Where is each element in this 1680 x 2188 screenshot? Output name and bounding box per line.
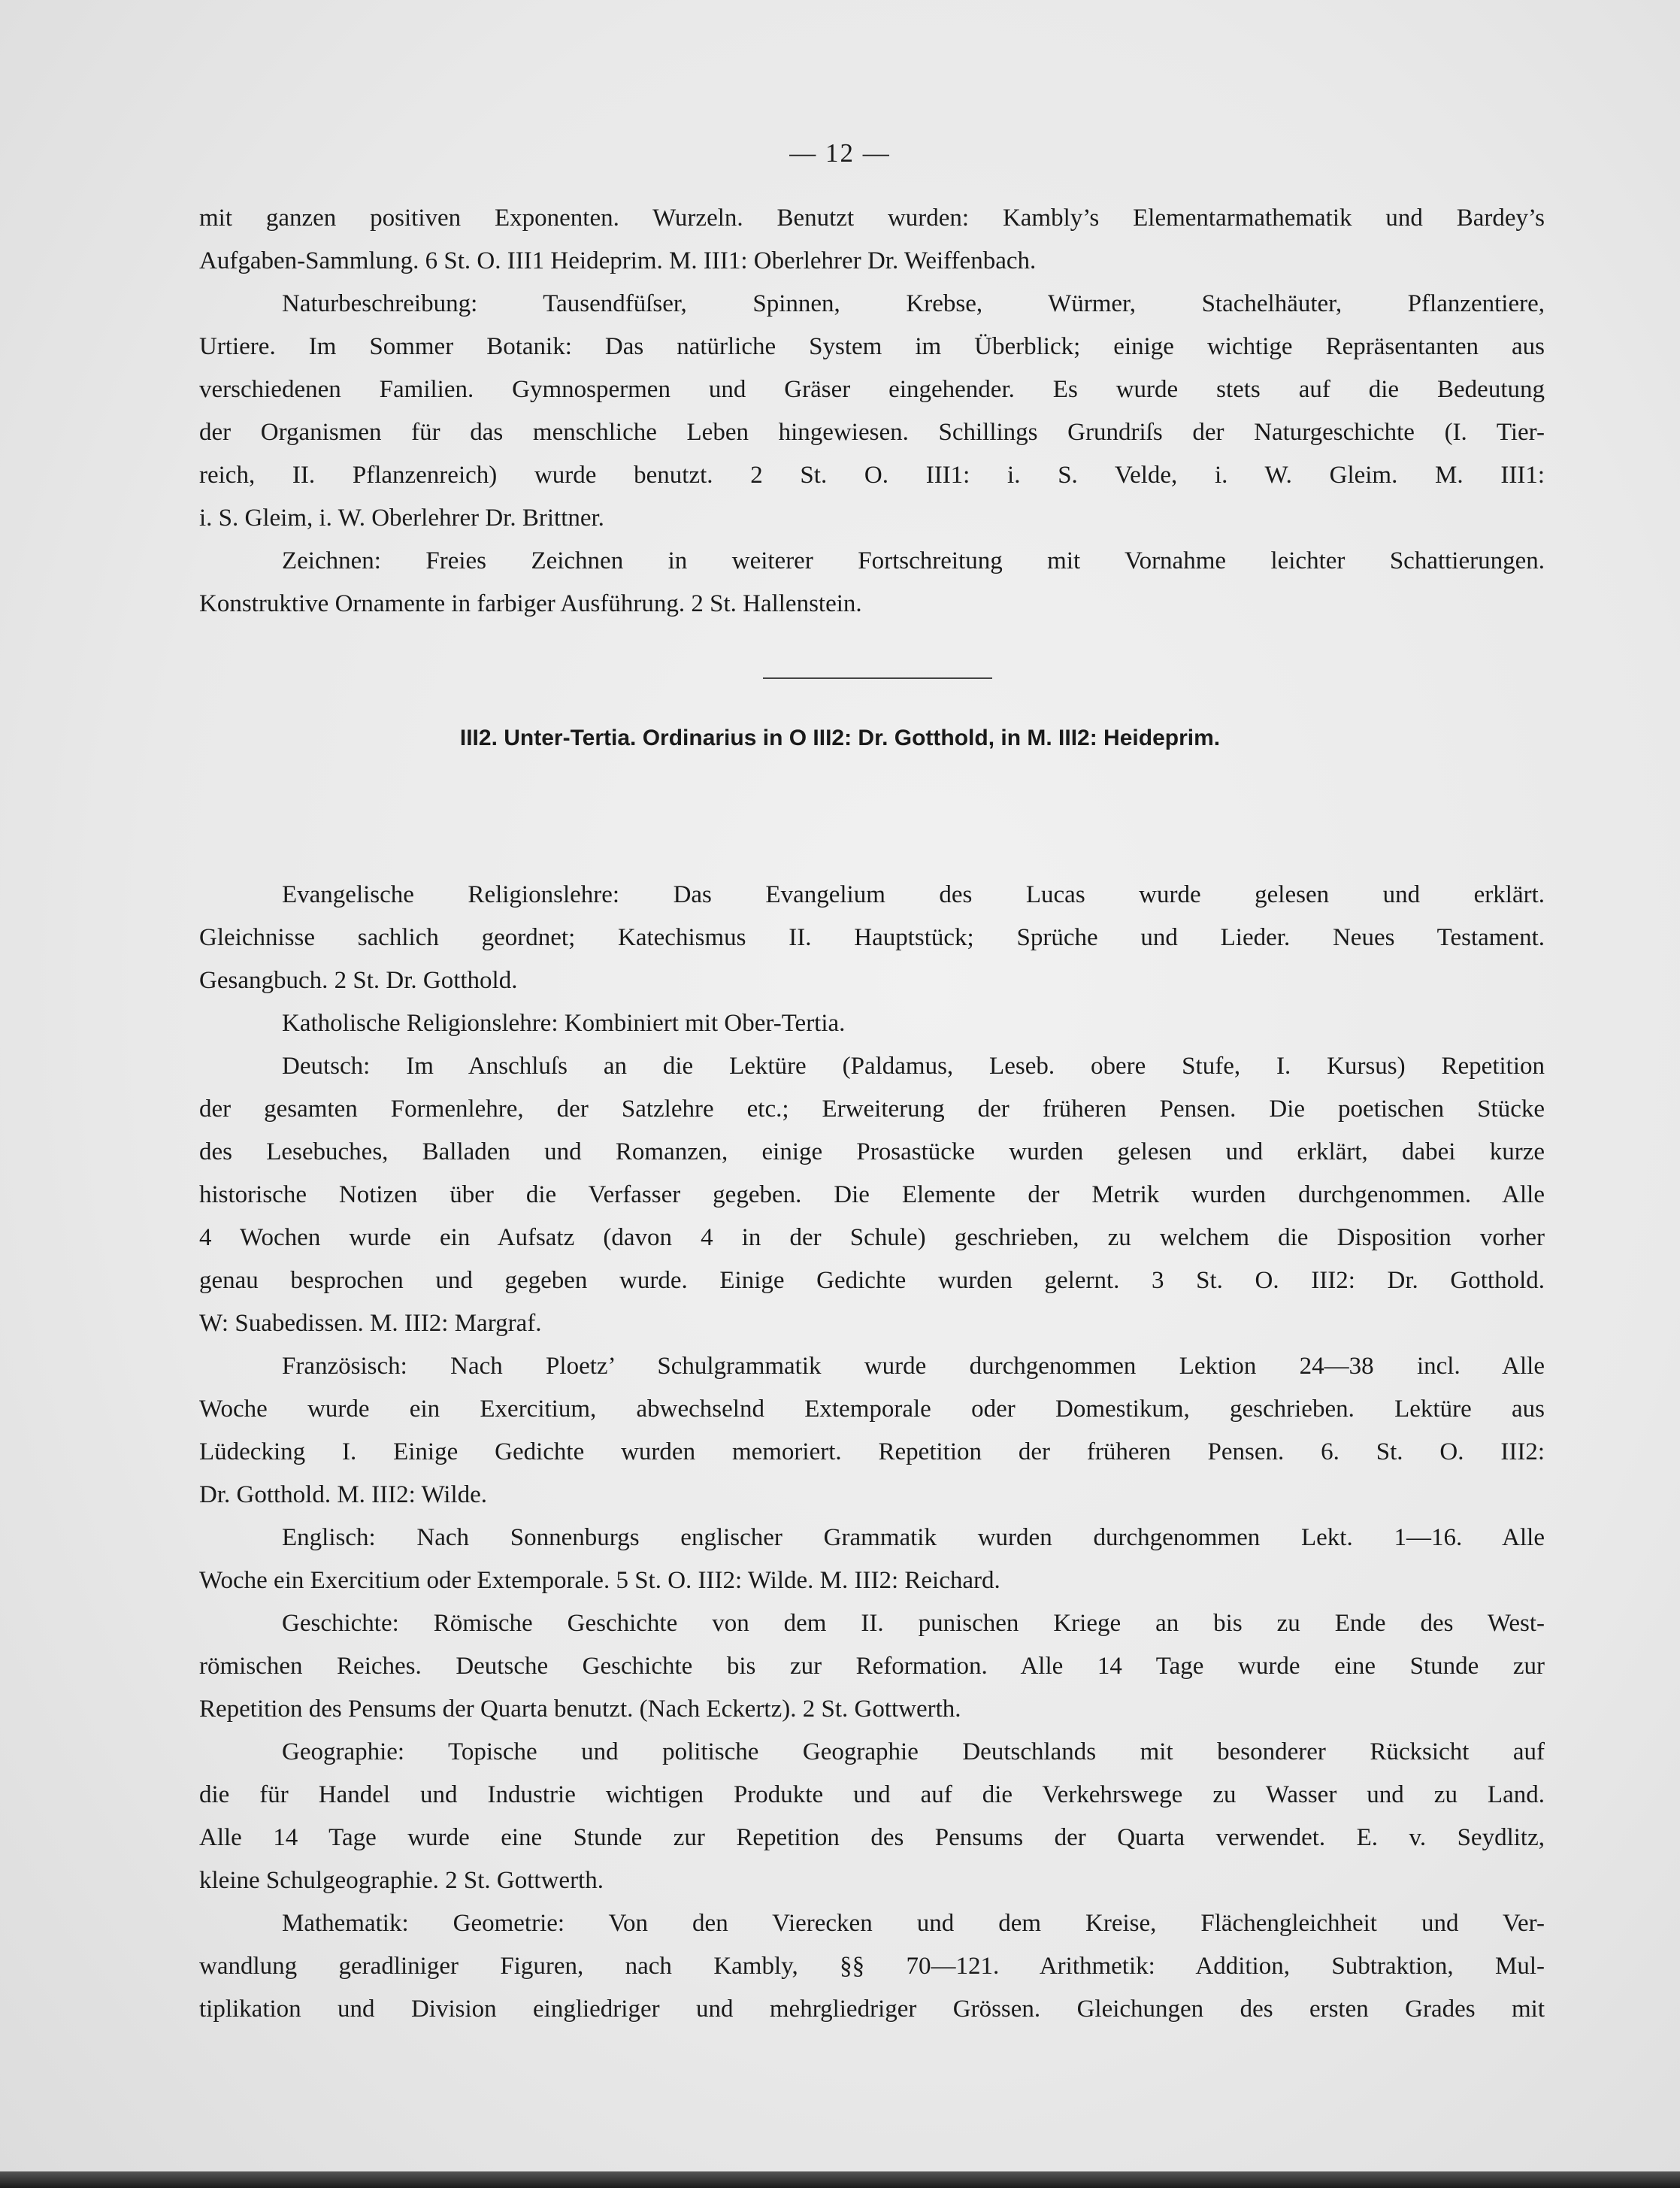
paragraph-franzoesisch: Französisch: Nach Ploetz’ Schulgrammatik wurde durchgenommen Lektion 24—38 incl. Alle <box>282 1353 1545 1380</box>
paragraph-evangelische-religionslehre: Evangelische Religionslehre: Das Evangelium des Lucas wurde gelesen und erklärt. <box>282 881 1545 908</box>
text-line: der Organismen für das menschliche Leben hingewiesen. Schillings Grundriſs der Naturgeschichte (I. Tier- <box>199 419 1545 446</box>
text-line: historische Notizen über die Verfasser gegeben. Die Elemente der Metrik wurden durchgenommen. Alle <box>199 1181 1545 1208</box>
text-line: der gesamten Formenlehre, der Satzlehre etc.; Erweiterung der früheren Pensen. Die poetischen Stücke <box>199 1096 1545 1123</box>
paragraph-deutsch: Deutsch: Im Anschluſs an die Lektüre (Paldamus, Leseb. obere Stufe, I. Kursus) Repetition <box>282 1053 1545 1080</box>
text-line: Gleichnisse sachlich geordnet; Katechismus II. Hauptstück; Sprüche und Lieder. Neues Testament. <box>199 924 1545 951</box>
text-line: Konstruktive Ornamente in farbiger Ausführung. 2 St. Hallenstein. <box>199 590 862 617</box>
paragraph-mathematik: Mathematik: Geometrie: Von den Vierecken und dem Kreise, Flächengleichheit und Ver- <box>282 1910 1545 1937</box>
text-line: mit ganzen positiven Exponenten. Wurzeln. Benutzt wurden: Kambly’s Elementarmathematik und Bardey’s <box>199 205 1545 232</box>
text-line: reich, II. Pflanzenreich) wurde benutzt. 2 St. O. III1: i. S. Velde, i. W. Gleim. M. III1: <box>199 462 1545 489</box>
text-line: Gesangbuch. 2 St. Dr. Gotthold. <box>199 967 518 994</box>
text-line: wandlung geradliniger Figuren, nach Kambly, §§ 70—121. Arithmetik: Addition, Subtraktion, Mul- <box>199 1953 1545 1980</box>
text-block-upper <box>199 197 1545 626</box>
text-line: Woche wurde ein Exercitium, abwechselnd Extemporale oder Domestikum, geschrieben. Lektüre aus <box>199 1396 1545 1423</box>
text-line: kleine Schulgeographie. 2 St. Gottwerth. <box>199 1867 604 1894</box>
text-line: des Lesebuches, Balladen und Romanzen, einige Prosastücke wurden gelesen und erklärt, dabei kurze <box>199 1138 1545 1165</box>
section-heading: III2. Unter-Tertia. Ordinarius in O III2: Dr. Gotthold, in M. III2: Heideprim. <box>459 726 1221 750</box>
text-line: Aufgaben-Sammlung. 6 St. O. III1 Heideprim. M. III1: Oberlehrer Dr. Weiffenbach. <box>199 247 1037 274</box>
text-line: i. S. Gleim, i. W. Oberlehrer Dr. Brittner. <box>199 505 604 532</box>
text-line: Urtiere. Im Sommer Botanik: Das natürliche System im Überblick; einige wichtige Repräsentanten aus <box>199 333 1545 360</box>
paragraph-zeichnen: Zeichnen: Freies Zeichnen in weiterer Fortschreitung mit Vornahme leichter Schattierungen. <box>282 547 1545 574</box>
page-number: — 12 — <box>789 138 891 168</box>
text-block-lower <box>199 874 1545 2031</box>
paragraph-geographie: Geographie: Topische und politische Geographie Deutschlands mit besonderer Rücksicht auf <box>282 1738 1545 1765</box>
section-divider <box>763 677 992 679</box>
text-line: tiplikation und Division eingliedriger und mehrgliedriger Grössen. Gleichungen des ersten Grades mit <box>199 1996 1545 2023</box>
text-line: Woche ein Exercitium oder Extemporale. 5 St. O. III2: Wilde. M. III2: Reichard. <box>199 1567 1000 1594</box>
text-line: Repetition des Pensums der Quarta benutzt. (Nach Eckertz). 2 St. Gottwerth. <box>199 1696 961 1723</box>
paragraph-naturbeschreibung: Naturbeschreibung: Tausendfüſser, Spinnen, Krebse, Würmer, Stachelhäuter, Pflanzentiere, <box>282 290 1545 317</box>
text-line: römischen Reiches. Deutsche Geschichte bis zur Reformation. Alle 14 Tage wurde eine Stunde zur <box>199 1653 1545 1680</box>
text-line: Dr. Gotthold. M. III2: Wilde. <box>199 1481 488 1508</box>
text-line: 4 Wochen wurde ein Aufsatz (davon 4 in der Schule) geschrieben, zu welchem die Disposition vorher <box>199 1224 1545 1251</box>
text-line: genau besprochen und gegeben wurde. Einige Gedichte wurden gelernt. 3 St. O. III2: Dr. Gotthold. <box>199 1267 1545 1294</box>
paragraph-englisch: Englisch: Nach Sonnenburgs englischer Grammatik wurden durchgenommen Lekt. 1—16. Alle <box>282 1524 1545 1551</box>
scan-bottom-edge <box>0 2171 1680 2188</box>
text-line: W: Suabedissen. M. III2: Margraf. <box>199 1310 542 1337</box>
text-line: verschiedenen Familien. Gymnospermen und Gräser eingehender. Es wurde stets auf die Bedeutung <box>199 376 1545 403</box>
text-line: die für Handel und Industrie wichtigen Produkte und auf die Verkehrswege zu Wasser und zu Land. <box>199 1781 1545 1808</box>
paragraph-geschichte: Geschichte: Römische Geschichte von dem II. punischen Kriege an bis zu Ende des West- <box>282 1610 1545 1637</box>
text-line: Lüdecking I. Einige Gedichte wurden memoriert. Repetition der früheren Pensen. 6. St. O. III2: <box>199 1438 1545 1465</box>
text-line: Alle 14 Tage wurde eine Stunde zur Repetition des Pensums der Quarta verwendet. E. v. Seydlitz, <box>199 1824 1545 1851</box>
paragraph-katholische-religionslehre: Katholische Religionslehre: Kombiniert mit Ober-Tertia. <box>282 1010 846 1037</box>
